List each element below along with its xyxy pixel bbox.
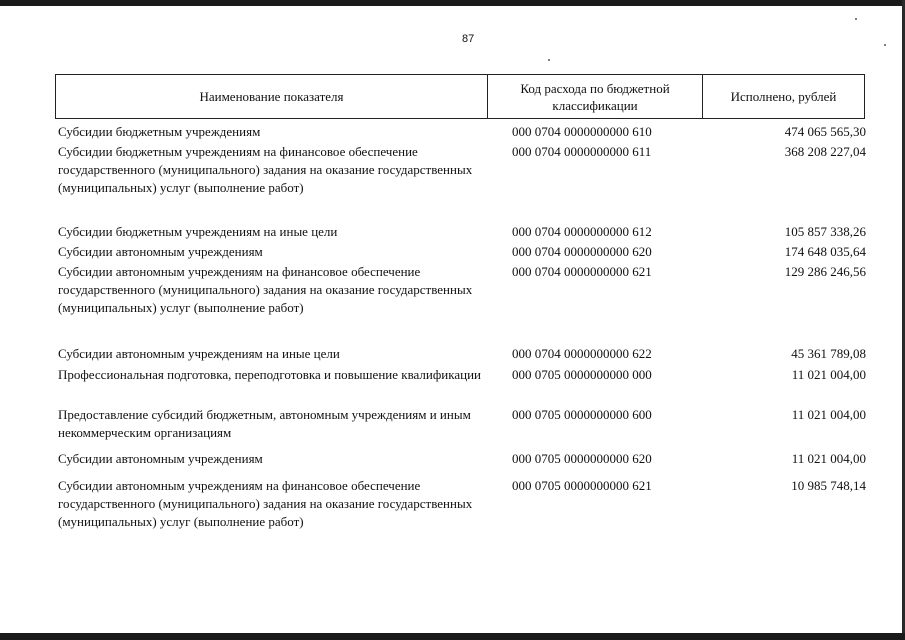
table-row — [58, 243, 866, 263]
table-row — [58, 477, 866, 557]
row-code: 000 0705 0000000000 000 — [512, 367, 652, 382]
row-amount: 368 208 227,04 — [784, 144, 866, 159]
row-code: 000 0704 0000000000 612 — [512, 224, 652, 239]
row-amount: 129 286 246,56 — [784, 264, 866, 279]
table-row — [58, 366, 866, 406]
row-name: Субсидии автономным учреждениям на финансовое обеспечение государственного (муниципального) задания на оказание государственных (муниципальных) услуг (выполнение работ) — [58, 478, 473, 529]
row-amount: 10 985 748,14 — [791, 478, 866, 493]
table-row — [58, 450, 866, 477]
row-name: Субсидии автономным учреждениям — [58, 244, 263, 259]
scan-speck — [548, 59, 550, 61]
scan-border-top — [0, 0, 905, 6]
table-body — [58, 123, 866, 557]
table-row — [58, 123, 866, 143]
row-code: 000 0705 0000000000 600 — [512, 407, 652, 422]
row-amount: 11 021 004,00 — [791, 451, 866, 466]
table-row — [58, 223, 866, 243]
row-amount: 474 065 565,30 — [784, 124, 866, 139]
header-executed-amount: Исполнено, рублей — [730, 89, 837, 104]
row-amount: 105 857 338,26 — [784, 224, 866, 239]
table-header — [55, 74, 865, 119]
row-name: Субсидии бюджетным учреждениям на финансовое обеспечение государственного (муниципального) задания на оказание государственных (муниципальных) услуг (выполнение работ) — [58, 144, 473, 195]
table-row — [58, 345, 866, 366]
row-code: 000 0704 0000000000 620 — [512, 244, 652, 259]
header-budget-code: Код расхода по бюджетной классификации — [488, 75, 703, 118]
header-indicator-name: Наименование показателя — [56, 75, 488, 118]
row-amount: 174 648 035,64 — [784, 244, 866, 259]
row-code: 000 0704 0000000000 611 — [512, 144, 652, 159]
row-name: Субсидии бюджетным учреждениям — [58, 124, 261, 139]
row-name: Субсидии автономным учреждениям на финансовое обеспечение государственного (муниципального) задания на оказание государственных (муниципальных) услуг (выполнение работ) — [58, 264, 473, 315]
row-code: 000 0704 0000000000 610 — [512, 124, 652, 139]
row-amount: 45 361 789,08 — [791, 346, 866, 361]
row-name: Профессиональная подготовка, переподготовка и повышение квалификации — [58, 367, 482, 382]
row-code: 000 0705 0000000000 620 — [512, 451, 652, 466]
table-row — [58, 406, 866, 450]
row-name: Субсидии бюджетным учреждениям на иные цели — [58, 224, 338, 239]
table-row — [58, 263, 866, 345]
row-name: Субсидии автономным учреждениям на иные цели — [58, 346, 340, 361]
row-amount: 11 021 004,00 — [791, 367, 866, 382]
row-name: Субсидии автономным учреждениям — [58, 451, 263, 466]
row-name: Предоставление субсидий бюджетным, автономным учреждениям и иным некоммерческим организациям — [58, 407, 471, 440]
page-number: 87 — [462, 33, 475, 45]
row-code: 000 0704 0000000000 622 — [512, 346, 652, 361]
scan-speck — [884, 44, 886, 46]
scan-speck — [855, 18, 857, 20]
scan-border-bottom — [0, 633, 905, 640]
row-amount: 11 021 004,00 — [791, 407, 866, 422]
table-row — [58, 143, 866, 223]
row-code: 000 0705 0000000000 621 — [512, 478, 652, 493]
row-code: 000 0704 0000000000 621 — [512, 264, 652, 279]
